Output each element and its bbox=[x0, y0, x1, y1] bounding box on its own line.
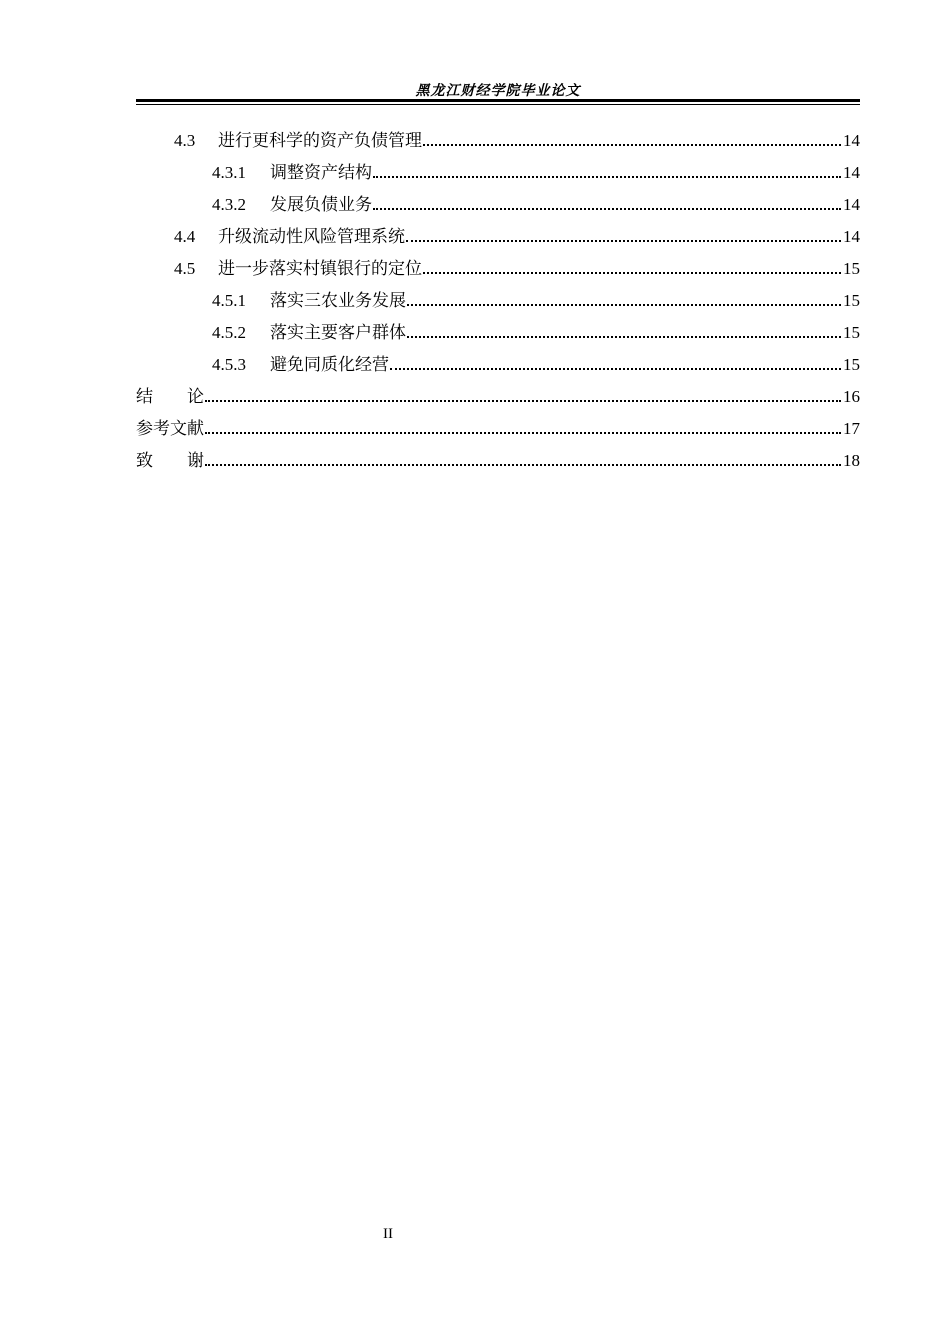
toc-entry-4-4[interactable] bbox=[136, 215, 860, 247]
toc-entry-4-5[interactable] bbox=[136, 247, 860, 279]
dot-leader bbox=[205, 431, 841, 434]
toc-entry-page: 14 bbox=[843, 227, 860, 246]
toc-entry-number: 4.5.1 bbox=[212, 291, 246, 310]
toc-entry-page: 14 bbox=[843, 131, 860, 150]
toc-entry-page: 15 bbox=[843, 291, 860, 310]
dot-leader bbox=[373, 207, 841, 210]
toc-entry-title: 进行更科学的资产负债管理 bbox=[218, 131, 422, 150]
toc-entry-title: 落实三农业务发展 bbox=[270, 291, 406, 310]
dot-leader bbox=[423, 143, 841, 146]
toc-entry-title: 致 谢 bbox=[136, 451, 204, 470]
footer-page-number: II bbox=[383, 1226, 393, 1242]
toc-entry-page: 15 bbox=[843, 355, 860, 374]
toc-entry-title: 避免同质化经营 bbox=[270, 355, 389, 374]
toc-entry-4-5-1[interactable] bbox=[136, 279, 860, 311]
toc-entry-4-3-1[interactable] bbox=[136, 151, 860, 183]
dot-leader bbox=[373, 175, 841, 178]
toc-entry-number: 4.5 bbox=[174, 259, 196, 278]
toc-entry-page: 15 bbox=[843, 259, 860, 278]
toc-entry-title: 参考文献 bbox=[136, 419, 204, 438]
toc-entry-4-5-3[interactable] bbox=[136, 343, 860, 375]
toc-entry-page: 17 bbox=[843, 419, 860, 438]
toc-entry-title: 升级流动性风险管理系统 bbox=[218, 227, 405, 246]
toc-entry-page: 14 bbox=[843, 163, 860, 182]
header-rule-thin bbox=[136, 104, 860, 105]
toc-entry-number: 4.3.2 bbox=[212, 195, 246, 214]
toc-entry-title: 调整资产结构 bbox=[270, 163, 372, 182]
toc-entry-number: 4.4 bbox=[174, 227, 196, 246]
dot-leader bbox=[390, 367, 841, 370]
dot-leader bbox=[423, 271, 841, 274]
dot-leader bbox=[205, 463, 841, 466]
toc-entry-4-5-2[interactable] bbox=[136, 311, 860, 343]
toc-entry-page: 16 bbox=[843, 387, 860, 406]
toc-entry-title: 结 论 bbox=[136, 387, 204, 406]
toc-entry-number: 4.3 bbox=[174, 131, 196, 150]
dot-leader bbox=[407, 335, 841, 338]
toc-entry-number: 4.3.1 bbox=[212, 163, 246, 182]
table-of-contents bbox=[136, 119, 860, 471]
toc-entry-references[interactable] bbox=[136, 407, 860, 439]
toc-entry-4-3[interactable] bbox=[136, 119, 860, 151]
toc-entry-page: 18 bbox=[843, 451, 860, 470]
toc-entry-title: 落实主要客户群体 bbox=[270, 323, 406, 342]
toc-entry-4-3-2[interactable] bbox=[136, 183, 860, 215]
toc-entry-title: 进一步落实村镇银行的定位 bbox=[218, 259, 422, 278]
toc-entry-number: 4.5.2 bbox=[212, 323, 246, 342]
toc-entry-acknowledgements[interactable] bbox=[136, 439, 860, 471]
document-header-title: 黑龙江财经学院毕业论文 bbox=[415, 83, 581, 99]
dot-leader bbox=[205, 399, 841, 402]
header-rule-thick bbox=[136, 99, 860, 102]
dot-leader bbox=[406, 239, 841, 242]
toc-entry-conclusion[interactable] bbox=[136, 375, 860, 407]
toc-entry-number: 4.5.3 bbox=[212, 355, 246, 374]
toc-entry-page: 14 bbox=[843, 195, 860, 214]
toc-entry-title: 发展负债业务 bbox=[270, 195, 372, 214]
dot-leader bbox=[407, 303, 841, 306]
toc-entry-page: 15 bbox=[843, 323, 860, 342]
